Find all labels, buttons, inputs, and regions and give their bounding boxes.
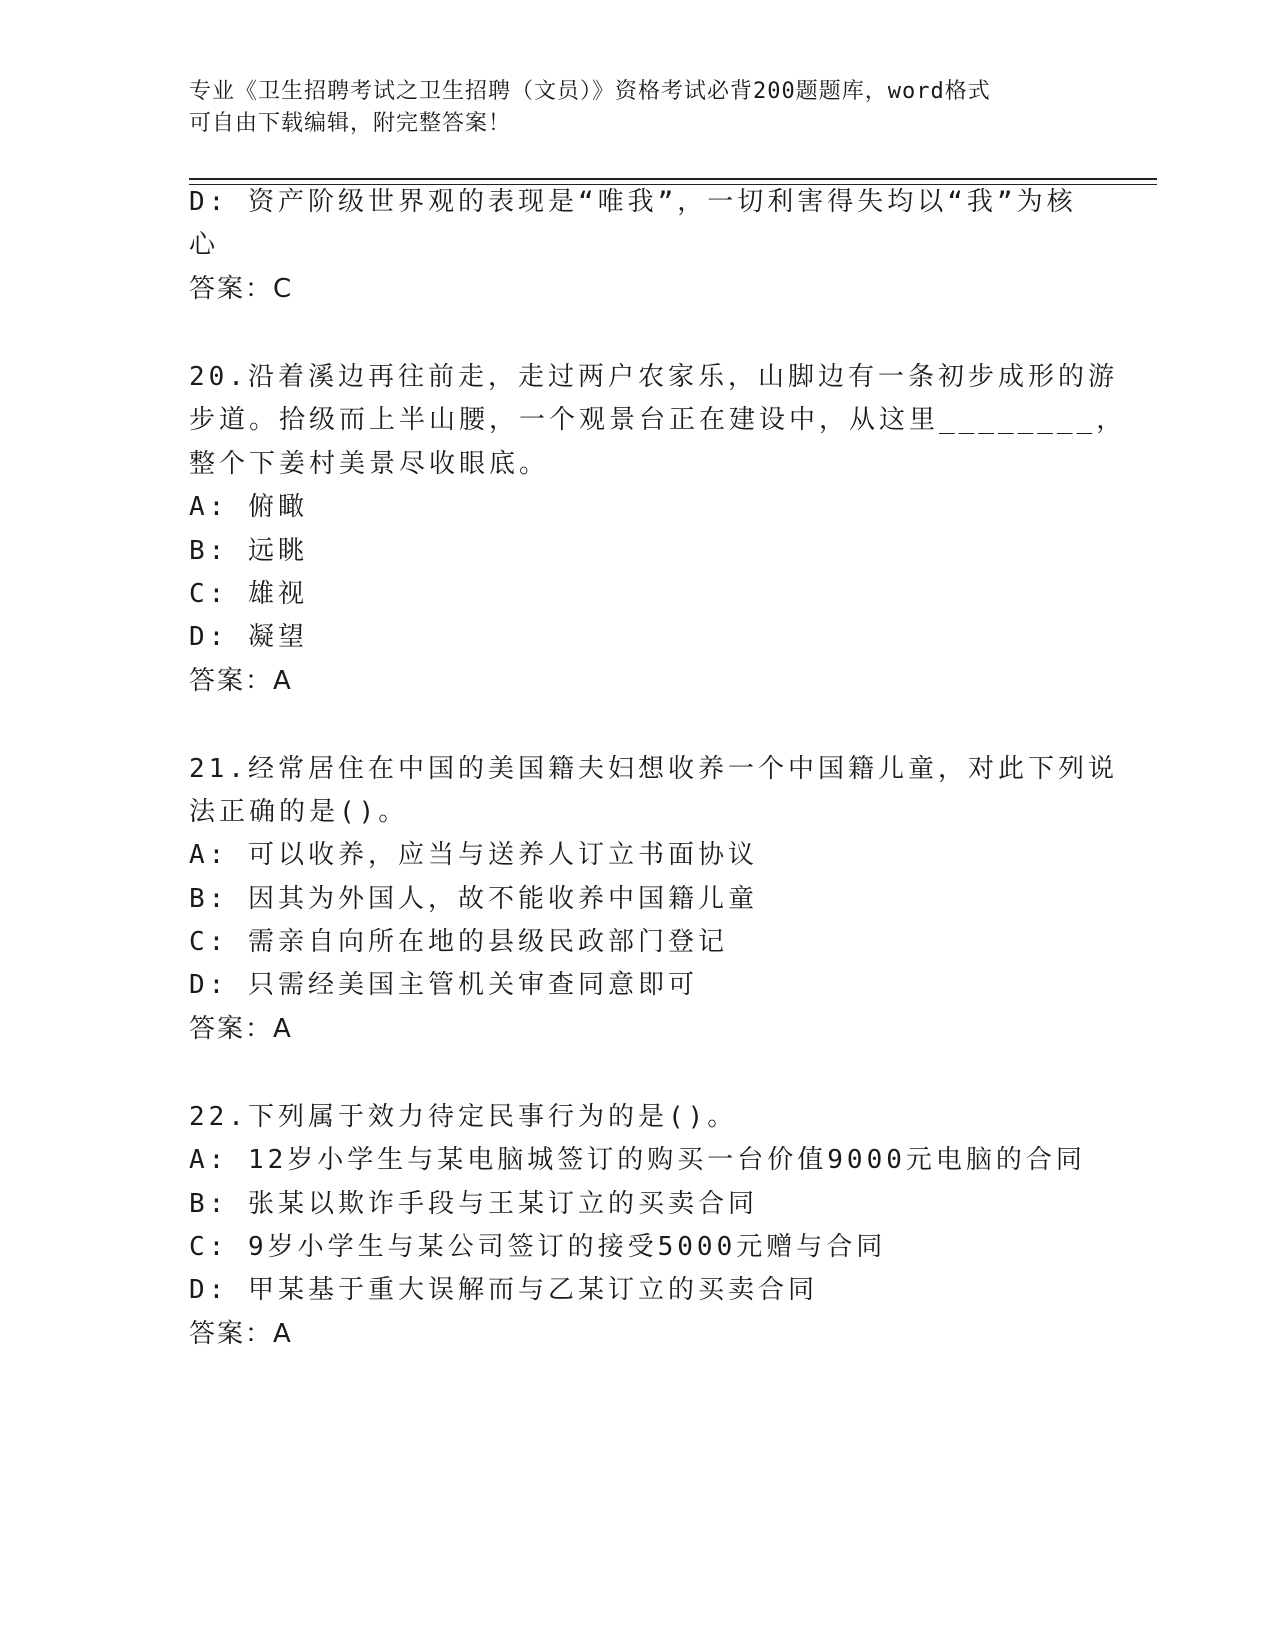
prev-option-d-line-2: 心 [189, 230, 220, 260]
q22-answer: 答案：A [189, 1319, 293, 1349]
header-divider-thick [189, 178, 1157, 180]
q20-answer: 答案：A [189, 666, 293, 696]
q20-stem-line-2: 步道。拾级而上半山腰，一个观景台正在建设中，从这里________， [189, 405, 1127, 435]
q22-option-c: C: 9岁小学生与某公司签订的接受5000元赠与合同 [189, 1232, 887, 1262]
q21-answer: 答案：A [189, 1014, 293, 1044]
q21-option-d: D: 只需经美国主管机关审查同意即可 [189, 970, 698, 1000]
q21-stem-line-2: 法正确的是()。 [189, 797, 409, 827]
q22-option-a: A: 12岁小学生与某电脑城签订的购买一台价值9000元电脑的合同 [189, 1145, 1086, 1175]
q21-option-a: A: 可以收养，应当与送养人订立书面协议 [189, 840, 758, 870]
q20-option-a: A: 俯瞰 [189, 492, 308, 522]
q20-stem-line-1: 20.沿着溪边再往前走，走过两户农家乐，山脚边有一条初步成形的游 [189, 362, 1118, 392]
header-title-line-1: 专业《卫生招聘考试之卫生招聘（文员）》资格考试必背200题题库，word格式 [189, 79, 991, 104]
q20-option-b: B: 远眺 [189, 536, 308, 566]
prev-option-d-line-1: D: 资产阶级世界观的表现是“唯我”，一切利害得失均以“我”为核 [189, 187, 1077, 217]
q22-option-d: D: 甲某基于重大误解而与乙某订立的买卖合同 [189, 1275, 818, 1305]
q21-option-c: C: 需亲自向所在地的县级民政部门登记 [189, 927, 728, 957]
q22-stem-line-1: 22.下列属于效力待定民事行为的是()。 [189, 1102, 738, 1132]
q22-option-b: B: 张某以欺诈手段与王某订立的买卖合同 [189, 1189, 758, 1219]
q21-stem-line-1: 21.经常居住在中国的美国籍夫妇想收养一个中国籍儿童，对此下列说 [189, 754, 1118, 784]
q21-option-b: B: 因其为外国人，故不能收养中国籍儿童 [189, 884, 758, 914]
header-title-line-2: 可自由下载编辑，附完整答案！ [189, 111, 512, 136]
prev-answer: 答案：C [189, 274, 294, 304]
q20-stem-line-3: 整个下姜村美景尽收眼底。 [189, 449, 550, 479]
document-header [189, 76, 1089, 140]
q20-option-c: C: 雄视 [189, 579, 308, 609]
q20-option-d: D: 凝望 [189, 622, 308, 652]
